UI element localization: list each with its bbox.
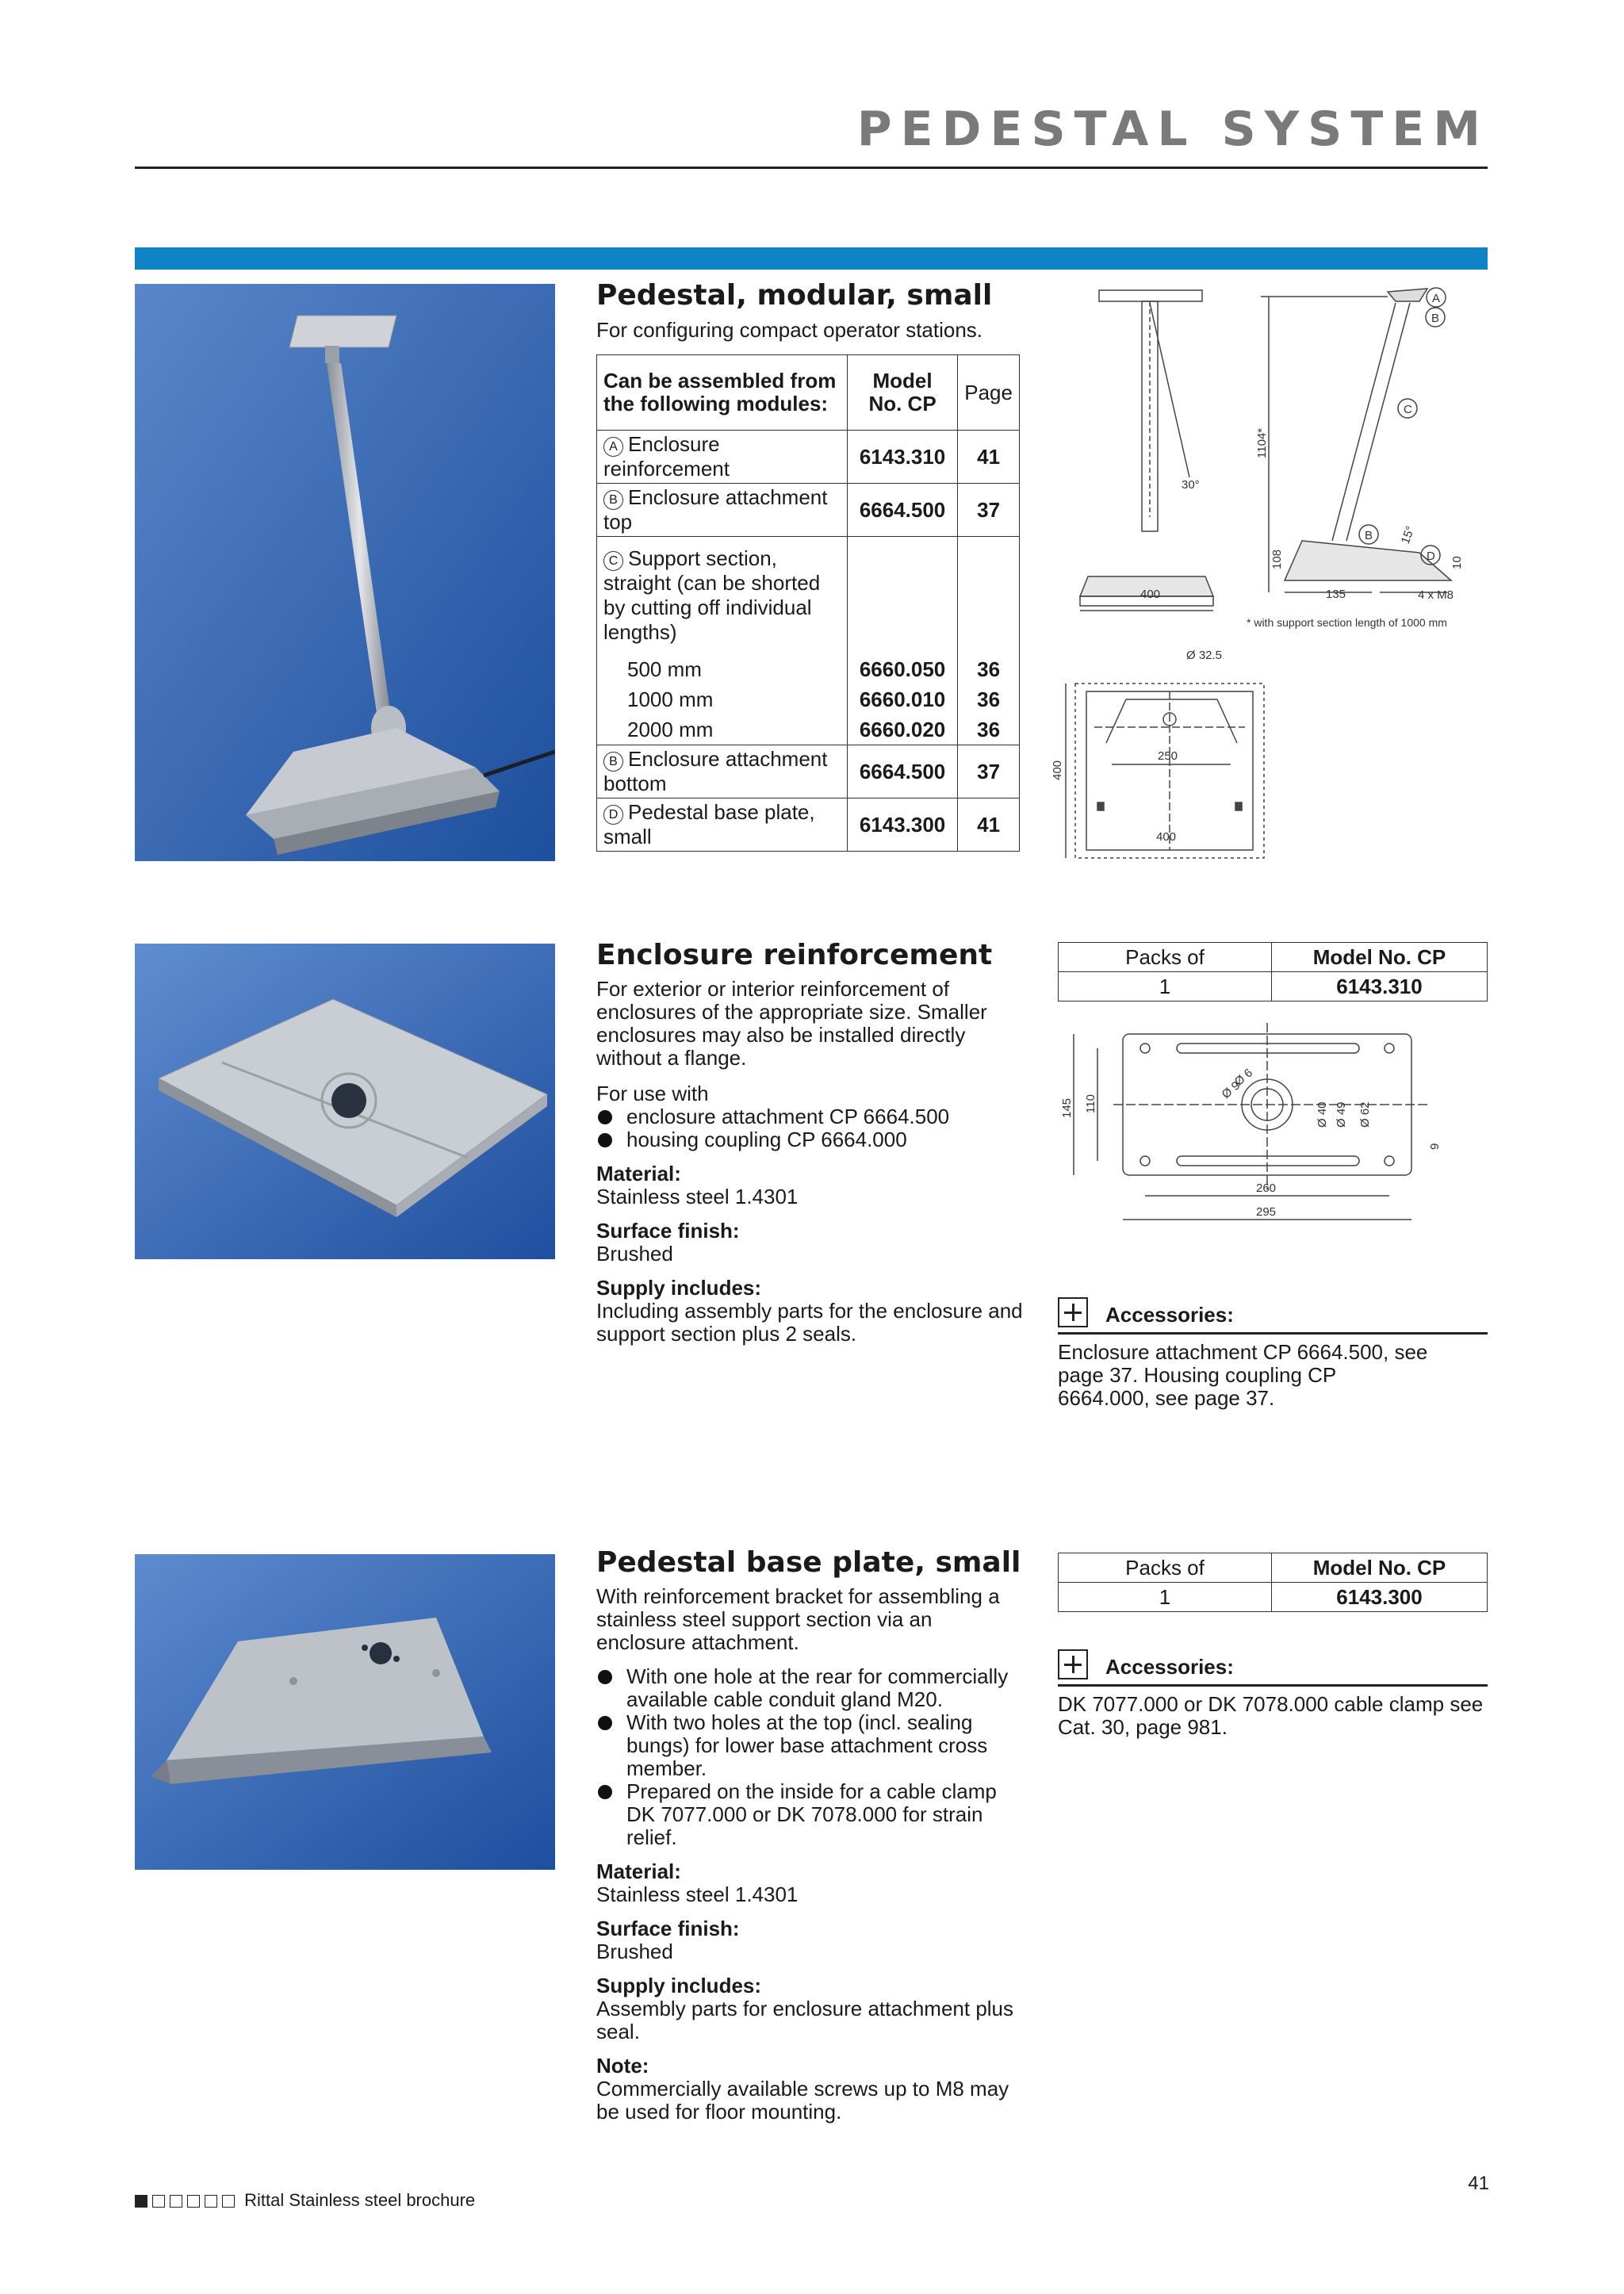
- module-desc: 500 mm: [597, 654, 848, 684]
- table-row: [1059, 1583, 1488, 1612]
- module-page: 36: [958, 684, 1020, 714]
- module-page: 36: [958, 654, 1020, 684]
- base-plate-photo: [135, 1554, 555, 1870]
- drawing-note: * with support section length of 1000 mm: [1247, 616, 1447, 629]
- module-model: [847, 537, 957, 655]
- accessories-plus-icon: [1058, 1297, 1088, 1327]
- dim-145: 145: [1060, 1097, 1074, 1118]
- dim-135: 135: [1326, 588, 1346, 601]
- model-header: Model No. CP: [1272, 1553, 1488, 1583]
- material-label: Material:: [596, 1859, 681, 1883]
- list-item: Prepared on the inside for a cable clamp DK 7077.000 or DK 7078.000 for strain relief.: [596, 1780, 1025, 1849]
- module-letter: D: [603, 805, 623, 825]
- dia-6: Ø 6: [1231, 1066, 1256, 1090]
- module-desc: 2000 mm: [597, 714, 848, 745]
- model-header: Model No. CP: [1272, 943, 1488, 972]
- note-value: Commercially available screws up to M8 may be used for floor mounting.: [596, 2077, 1009, 2124]
- dia-49: Ø 49: [1335, 1101, 1348, 1128]
- table-row: [597, 537, 1020, 655]
- table-row: [1059, 1553, 1488, 1583]
- header-rule: [135, 167, 1488, 169]
- module-model: 6664.500: [847, 745, 957, 798]
- table-header-row: [597, 355, 1020, 431]
- dim-295: 295: [1256, 1205, 1277, 1219]
- finish-value: Brushed: [596, 1242, 673, 1266]
- callout-c: C: [1404, 403, 1412, 416]
- dim-110: 110: [1084, 1094, 1097, 1113]
- list-item: With two holes at the top (incl. sealing bungs) for lower base attachment cross member.: [596, 1711, 1025, 1780]
- section2-intro: For exterior or interior reinforcement of enclosures of the appropriate size. Smaller enclosures may also be installed directly without a flange.: [596, 977, 987, 1070]
- table-row: [597, 484, 1020, 537]
- module-desc: Enclosure attachment bottom: [603, 747, 828, 795]
- finish-value: Brushed: [596, 1940, 673, 1963]
- section-title-enclosure-reinforcement: Enclosure reinforcement: [596, 939, 993, 971]
- footer-text: Rittal Stainless steel brochure: [244, 2190, 476, 2210]
- module-page: [958, 537, 1020, 655]
- accessories-plus-icon: [1058, 1649, 1088, 1679]
- module-model: 6660.020: [847, 714, 957, 745]
- accessories-text: Enclosure attachment CP 6664.500, see page 37. Housing coupling CP 6664.000, see page 37.: [1058, 1340, 1428, 1410]
- table-row: [597, 745, 1020, 798]
- bolts-label: 4 x M8: [1418, 588, 1454, 602]
- col-header-modules: Can be assembled from the following modules:: [597, 355, 848, 431]
- dim-400-side: 400: [1051, 760, 1064, 780]
- dia-32-5: Ø 32.5: [1186, 649, 1223, 662]
- callout-b-top: B: [1431, 312, 1440, 325]
- material-value: Stainless steel 1.4301: [596, 1882, 799, 1906]
- footer-square-icon: [205, 2195, 217, 2208]
- packs-header: Packs of: [1059, 1553, 1272, 1583]
- pedestal-technical-drawing: [1047, 279, 1488, 866]
- table-row: [597, 431, 1020, 484]
- module-model: 6660.010: [847, 684, 957, 714]
- packs-table-reinforcement: [1058, 942, 1488, 1001]
- page-header-title: PEDESTAL SYSTEM: [856, 101, 1489, 157]
- module-page: 41: [958, 798, 1020, 852]
- dim-10: 10: [1450, 556, 1464, 569]
- accessories-label: Accessories:: [1105, 1303, 1234, 1327]
- height-1104: 1104*: [1255, 427, 1269, 458]
- col-header-page: Page: [958, 355, 1020, 431]
- footer-square-icon: [187, 2195, 200, 2208]
- dim-9: 9: [1428, 1143, 1442, 1150]
- table-row: [1059, 972, 1488, 1001]
- pedestal-photo: [135, 284, 555, 861]
- footer: [135, 2190, 475, 2211]
- material-label: Material:: [596, 1162, 681, 1185]
- module-model: 6143.310: [847, 431, 957, 484]
- angle-15: 15°: [1398, 524, 1418, 546]
- module-model: 6664.500: [847, 484, 957, 537]
- dim-108: 108: [1270, 549, 1284, 569]
- enclosure-reinforcement-photo: [135, 944, 555, 1259]
- module-model: 6143.300: [847, 798, 957, 852]
- note-label: Note:: [596, 2054, 649, 2078]
- packs-table-base-plate: [1058, 1553, 1488, 1612]
- packs-header: Packs of: [1059, 943, 1272, 972]
- use-with-label: For use with: [596, 1082, 709, 1105]
- material-value: Stainless steel 1.4301: [596, 1185, 799, 1208]
- packs-value: 1: [1059, 1583, 1272, 1612]
- module-page: 37: [958, 484, 1020, 537]
- section-title-pedestal: Pedestal, modular, small: [596, 279, 993, 312]
- supply-label: Supply includes:: [596, 1276, 762, 1300]
- dia-9: Ø 9: [1219, 1078, 1243, 1102]
- module-desc: Pedestal base plate, small: [603, 800, 815, 848]
- section-subtitle: For configuring compact operator stations.: [596, 318, 983, 342]
- table-row: [597, 654, 1020, 684]
- page-number: 41: [1468, 2173, 1489, 2194]
- dim-400-front: 400: [1140, 588, 1161, 601]
- supply-value: Assembly parts for enclosure attachment plus seal.: [596, 1997, 1014, 2043]
- finish-label: Surface finish:: [596, 1219, 740, 1243]
- footer-square-filled-icon: [135, 2195, 147, 2208]
- module-desc: Enclosure reinforcement: [603, 432, 730, 481]
- callout-b-bottom: B: [1365, 529, 1373, 542]
- module-letter: A: [603, 437, 623, 457]
- footer-square-icon: [222, 2195, 235, 2208]
- modules-table: [596, 354, 1020, 852]
- module-desc: Enclosure attachment top: [603, 485, 828, 534]
- finish-label: Surface finish:: [596, 1917, 740, 1940]
- module-letter: B: [603, 752, 623, 772]
- table-row: [597, 798, 1020, 852]
- model-value: 6143.300: [1272, 1583, 1488, 1612]
- accessories-text: DK 7077.000 or DK 7078.000 cable clamp see Cat. 30, page 981.: [1058, 1692, 1484, 1739]
- angle-30: 30°: [1182, 478, 1200, 492]
- module-letter: B: [603, 490, 623, 510]
- reinforcement-technical-drawing: [1058, 1023, 1488, 1237]
- dia-62: Ø 62: [1358, 1101, 1372, 1128]
- section-color-band: [135, 247, 1488, 270]
- dim-250: 250: [1158, 749, 1178, 763]
- accessories-block-reinforcement: [1058, 1297, 1488, 1410]
- section3-intro: With reinforcement bracket for assembling a stainless steel support section via an enclosure attachment.: [596, 1584, 1000, 1654]
- accessories-rule: [1058, 1684, 1488, 1687]
- supply-value: Including assembly parts for the enclosure and support section plus 2 seals.: [596, 1299, 1023, 1346]
- module-model: 6660.050: [847, 654, 957, 684]
- accessories-label: Accessories:: [1105, 1655, 1234, 1679]
- model-value: 6143.310: [1272, 972, 1488, 1001]
- callout-d: D: [1427, 550, 1435, 563]
- module-page: 41: [958, 431, 1020, 484]
- callout-a: A: [1432, 292, 1441, 305]
- module-page: 37: [958, 745, 1020, 798]
- supply-label: Supply includes:: [596, 1974, 762, 1997]
- accessories-block-base-plate: [1058, 1649, 1488, 1739]
- module-desc: 1000 mm: [597, 684, 848, 714]
- dim-400-bottom: 400: [1156, 830, 1177, 844]
- table-row: [597, 714, 1020, 745]
- module-desc: Support section, straight (can be shorted by cutting off individual lengths): [603, 546, 821, 644]
- footer-square-icon: [170, 2195, 182, 2208]
- list-item: With one hole at the rear for commercially available cable conduit gland M20.: [596, 1665, 1025, 1711]
- col-header-model: Model No. CP: [847, 355, 957, 431]
- accessories-rule: [1058, 1332, 1488, 1335]
- table-row: [597, 684, 1020, 714]
- module-page: 36: [958, 714, 1020, 745]
- footer-square-icon: [152, 2195, 165, 2208]
- list-item: housing coupling CP 6664.000: [596, 1128, 1025, 1151]
- module-letter: C: [603, 551, 623, 571]
- section-title-base-plate: Pedestal base plate, small: [596, 1546, 1021, 1579]
- list-item: enclosure attachment CP 6664.500: [596, 1105, 1025, 1128]
- packs-value: 1: [1059, 972, 1272, 1001]
- dia-40: Ø 40: [1316, 1101, 1329, 1128]
- dim-260: 260: [1256, 1181, 1277, 1195]
- section3-text: [596, 1585, 1025, 2124]
- table-row: [1059, 943, 1488, 972]
- section2-text: [596, 978, 1025, 1346]
